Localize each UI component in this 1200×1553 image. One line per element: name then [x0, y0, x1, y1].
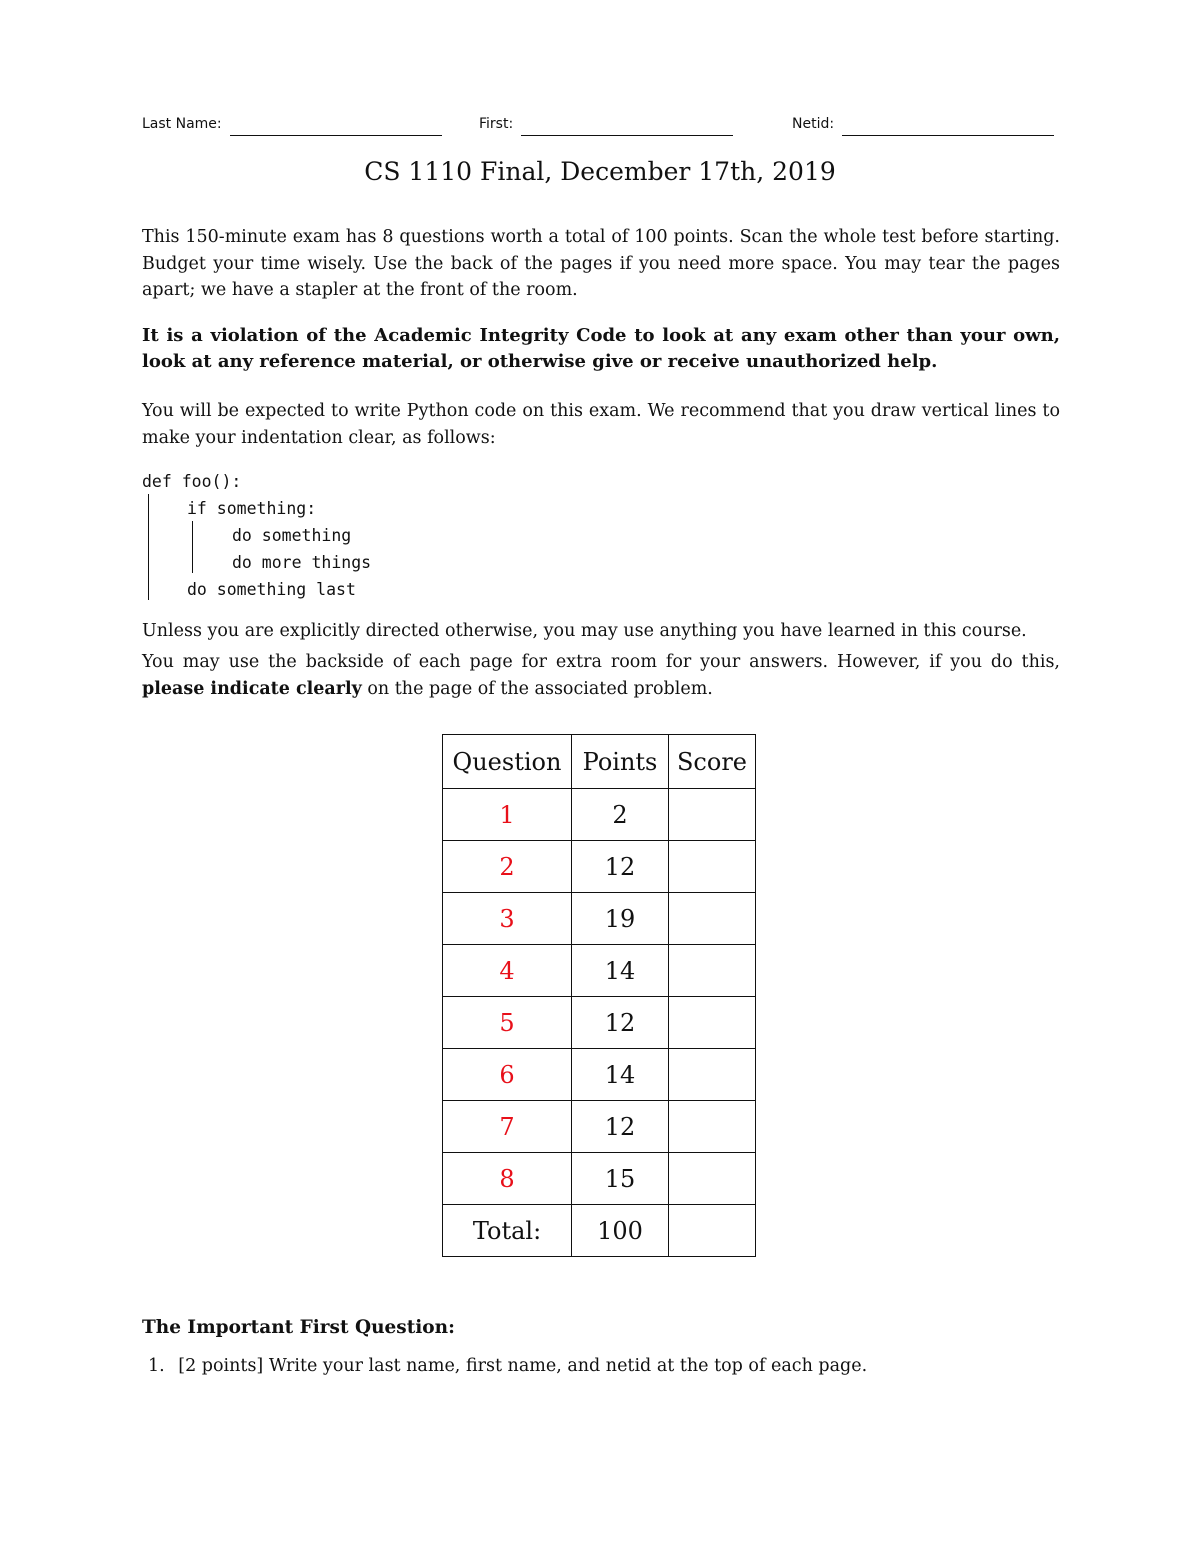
question-points: 2 — [572, 789, 669, 841]
netid-label: Netid: — [792, 116, 835, 132]
last-name-field — [142, 115, 442, 136]
code-line: do more things — [232, 553, 372, 572]
question-number: 6 — [443, 1049, 572, 1101]
question-points: 14 — [572, 945, 669, 997]
total-points: 100 — [572, 1205, 669, 1257]
last-name-blank — [230, 115, 442, 136]
question-number: 4 — [443, 945, 572, 997]
header-score: Score — [669, 735, 756, 789]
first-name-blank — [521, 115, 733, 136]
header-points: Points — [572, 735, 669, 789]
code-line: if something: — [187, 499, 317, 518]
score-table — [442, 734, 756, 1257]
score-cell — [669, 1049, 756, 1101]
question-points: 12 — [572, 997, 669, 1049]
table-row — [443, 841, 756, 893]
table-row — [443, 1101, 756, 1153]
indent-guide-line — [148, 494, 149, 600]
python-code-note: You will be expected to write Python code on this exam. We recommend that you draw vertical lines to make your indentation clear, as follows: — [142, 401, 1060, 448]
last-name-label: Last Name: — [142, 116, 222, 132]
question-points: 12 — [572, 841, 669, 893]
question-number: 1 — [443, 789, 572, 841]
code-line: do something last — [187, 580, 356, 599]
score-cell — [669, 1153, 756, 1205]
backside-text: You may use the backside of each page for extra room for your answers. However, if you do this, — [142, 652, 1060, 672]
question-number: 8 — [443, 1153, 572, 1205]
table-header-row — [443, 735, 756, 789]
question-points: 14 — [572, 1049, 669, 1101]
academic-integrity-notice: It is a violation of the Academic Integrity Code to look at any exam other than your own, look at any reference material, or otherwise give or receive unauthorized help. — [142, 325, 1060, 372]
score-cell — [669, 893, 756, 945]
backside-note — [142, 649, 1060, 702]
question-points: 12 — [572, 1101, 669, 1153]
netid-blank — [842, 115, 1054, 136]
table-total-row — [443, 1205, 756, 1257]
exam-title: CS 1110 Final, December 17th, 2019 — [364, 157, 836, 186]
question-number: 2 — [443, 841, 572, 893]
name-fields-row — [142, 115, 1060, 141]
table-row — [443, 1153, 756, 1205]
question-number: 5 — [443, 997, 572, 1049]
score-cell — [669, 997, 756, 1049]
code-line: def foo(): — [142, 472, 242, 491]
question-item-number: 1. — [148, 1356, 165, 1376]
question-points: 19 — [572, 893, 669, 945]
question-number: 7 — [443, 1101, 572, 1153]
first-name-field — [479, 115, 733, 136]
first-name-label: First: — [479, 116, 514, 132]
header-question: Question — [443, 735, 572, 789]
table-row — [443, 789, 756, 841]
total-score-cell — [669, 1205, 756, 1257]
table-row — [443, 945, 756, 997]
backside-text-end: on the page of the associated problem. — [367, 678, 713, 699]
table-row — [443, 997, 756, 1049]
indent-guide-line — [192, 521, 193, 573]
score-cell — [669, 1101, 756, 1153]
table-row — [443, 1049, 756, 1101]
first-question-item — [148, 1356, 867, 1376]
score-cell — [669, 945, 756, 997]
backside-emphasis: please indicate clearly — [142, 678, 362, 699]
question-number: 3 — [443, 893, 572, 945]
table-row — [443, 893, 756, 945]
score-cell — [669, 789, 756, 841]
code-line: do something — [232, 526, 352, 545]
first-question-heading: The Important First Question: — [142, 1317, 455, 1338]
question-item-text: [2 points] Write your last name, first name, and netid at the top of each page. — [178, 1356, 868, 1376]
instructions-paragraph: This 150-minute exam has 8 questions worth a total of 100 points. Scan the whole test before starting. Budget your time wisely. Use the back of the pages if you need more space. You may tear the pages apart; we have a stapler at the front of the room. — [142, 227, 1060, 300]
question-points: 15 — [572, 1153, 669, 1205]
unless-note: Unless you are explicitly directed otherwise, you may use anything you have learned in this course. — [142, 621, 1027, 641]
score-cell — [669, 841, 756, 893]
total-label: Total: — [443, 1205, 572, 1257]
netid-field — [792, 115, 1054, 136]
